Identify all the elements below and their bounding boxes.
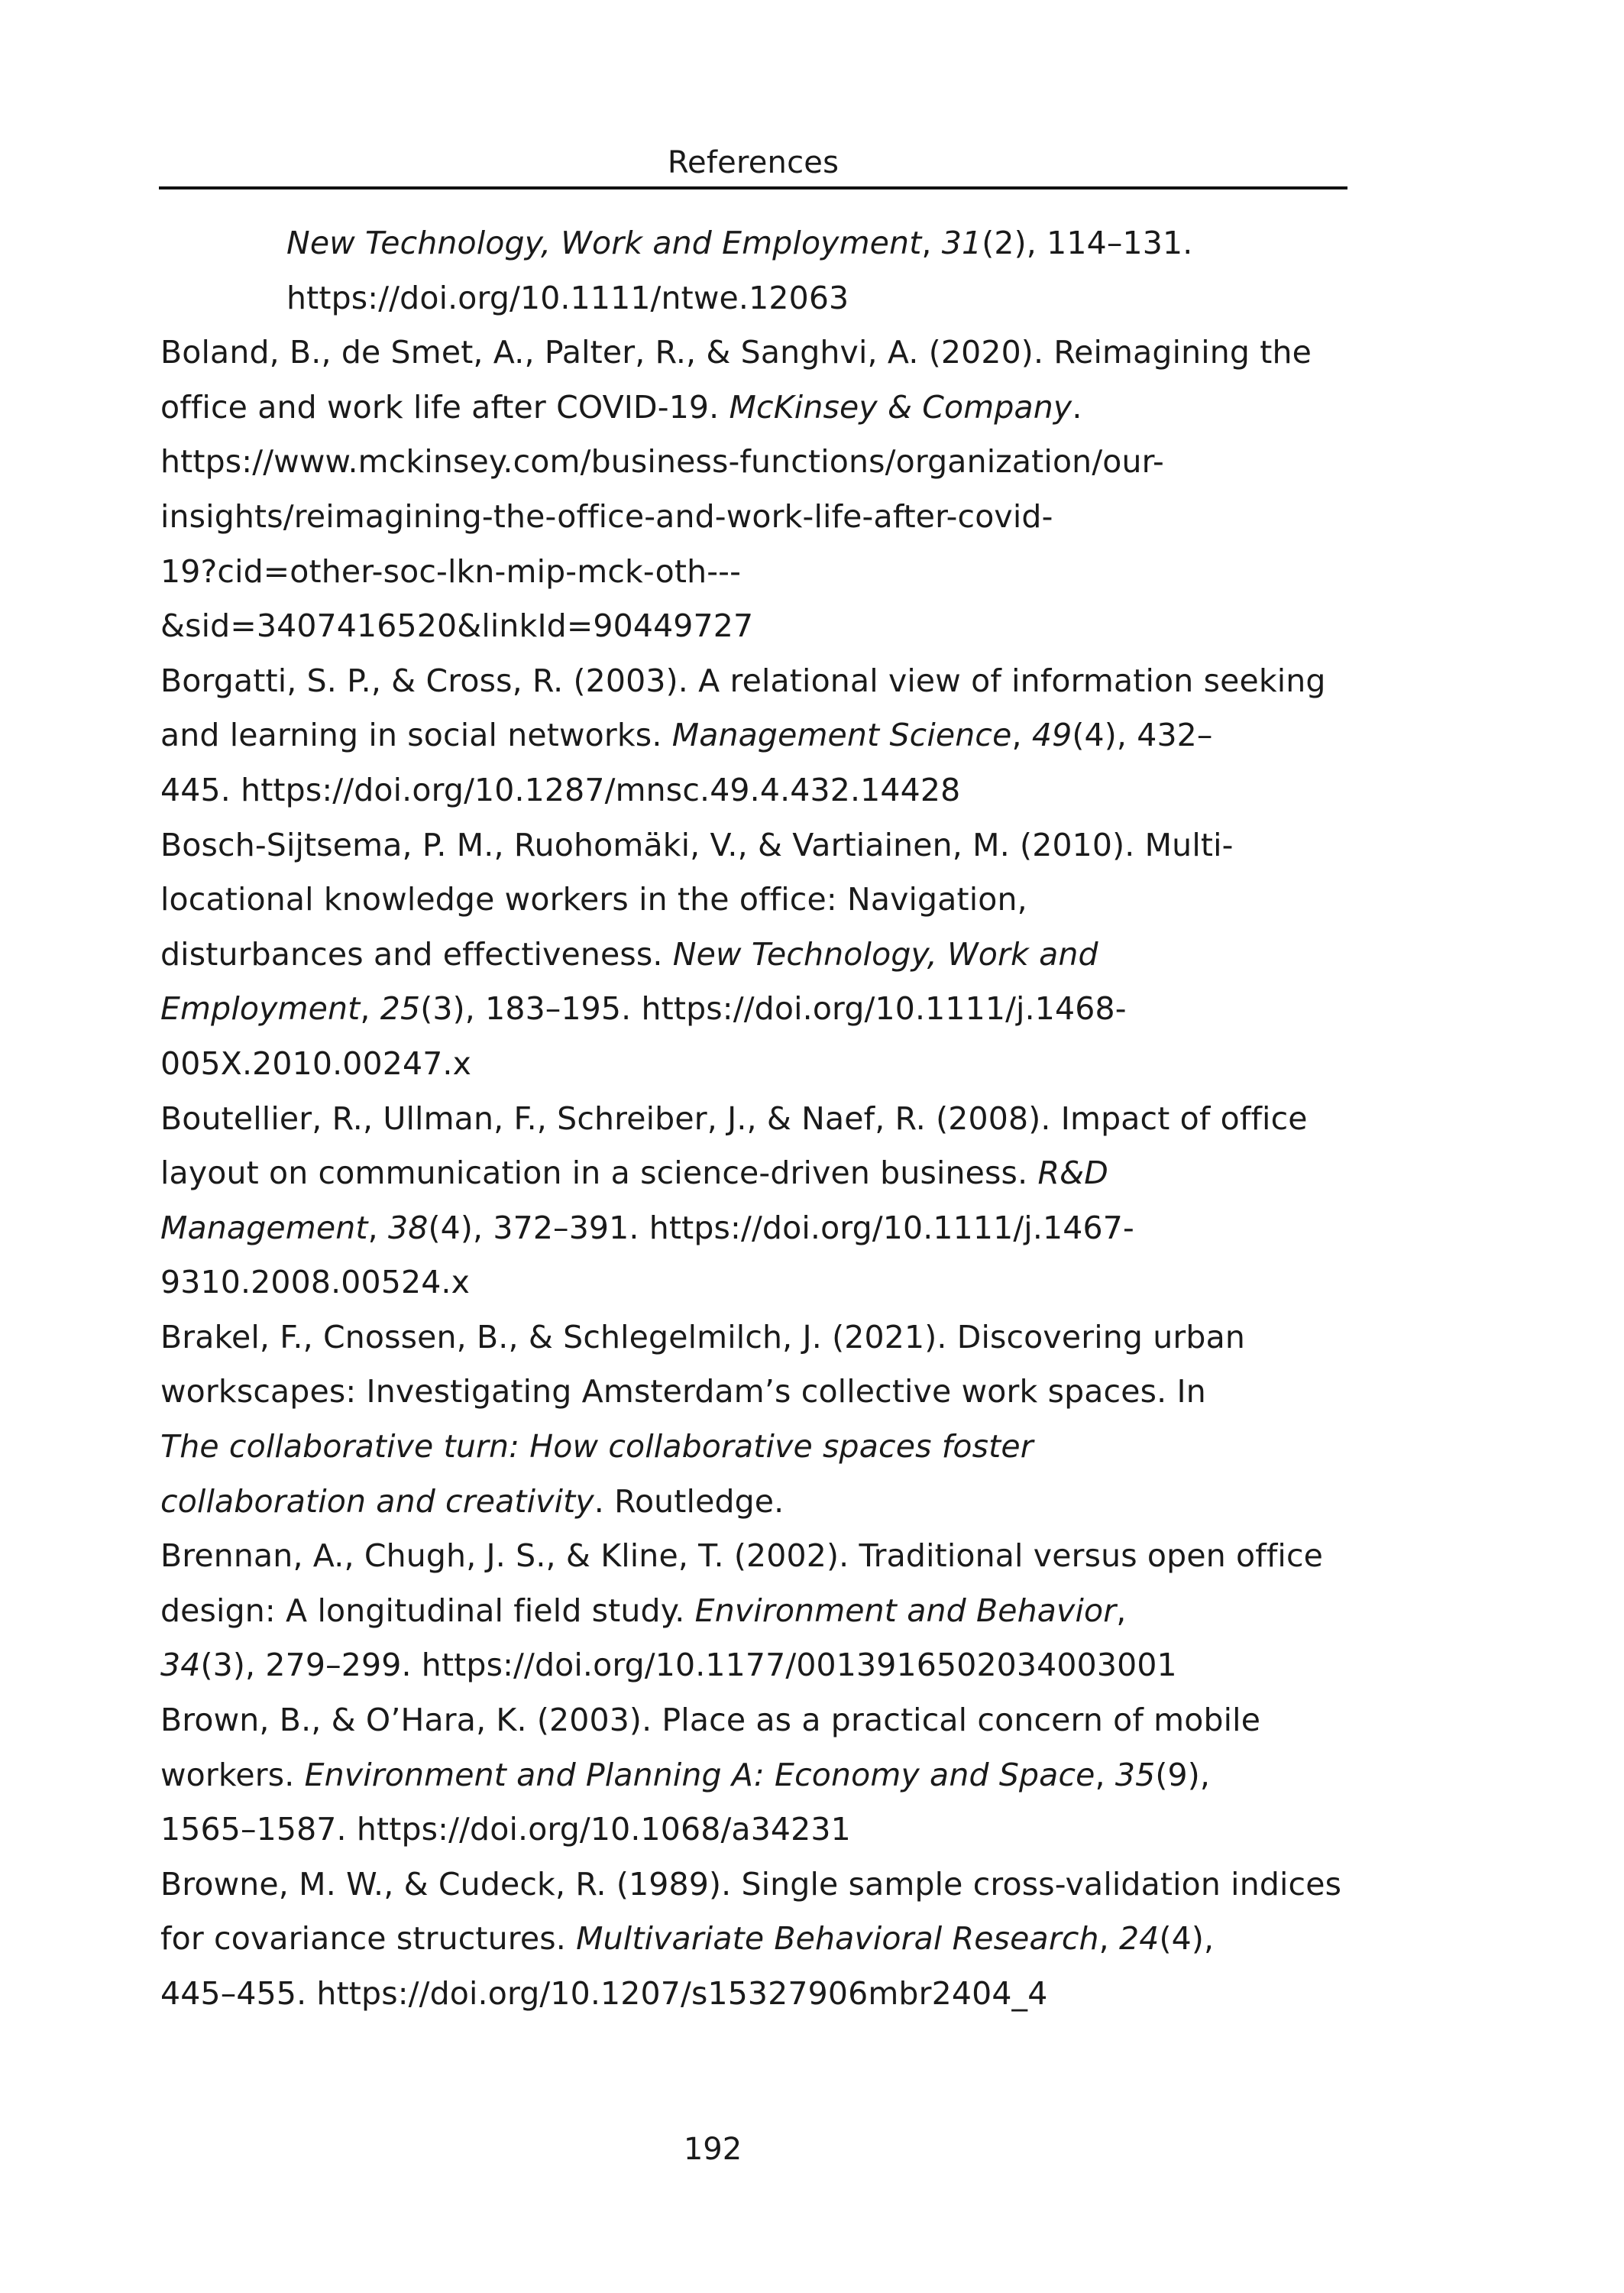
reference-text: (4), 432– — [1072, 717, 1213, 754]
reference-text: , — [360, 990, 380, 1028]
reference-text: , — [1095, 1756, 1115, 1793]
reference-text: Browne, M. W., & Cudeck, R. (1989). Single sample cross-validation indices — [160, 1865, 1342, 1903]
reference-text: Bosch-Sijtsema, P. M., Ruohomäki, V., & Vartiainen, M. (2010). Multi- — [160, 826, 1234, 863]
reference-italic-text: 25 — [380, 990, 421, 1028]
reference-italic-text: Management Science — [671, 717, 1012, 754]
reference-entry — [160, 1092, 1360, 1310]
reference-italic-text: 49 — [1031, 717, 1072, 754]
reference-italic-text: Environment and Behavior — [694, 1592, 1117, 1629]
running-head-title: References — [667, 145, 839, 180]
reference-entry — [160, 1693, 1360, 1857]
reference-text: (4), 372–391. https://doi.org/10.1111/j.1467- — [428, 1209, 1134, 1246]
reference-line — [160, 1475, 1360, 1530]
page-number: 192 — [683, 2132, 742, 2167]
reference-italic-text: 38 — [387, 1209, 429, 1246]
reference-line — [160, 1748, 1360, 1803]
reference-text: 9310.2008.00524.x — [160, 1264, 471, 1301]
reference-text: 445–455. https://doi.org/10.1207/s15327906mbr2404_4 — [160, 1975, 1048, 2012]
reference-entry — [160, 1857, 1360, 2022]
reference-line — [160, 599, 1360, 654]
reference-line — [160, 818, 1360, 873]
reference-text: , — [1098, 1920, 1120, 1958]
reference-italic-text: Multivariate Behavioral Research — [576, 1920, 1099, 1958]
reference-text: https://doi.org/10.1111/ntwe.12063 — [286, 279, 849, 316]
reference-line — [160, 982, 1360, 1037]
reference-text: layout on communication in a science-driven business. — [160, 1155, 1038, 1192]
reference-line — [160, 1857, 1360, 1912]
reference-entry — [160, 325, 1360, 654]
reference-text: Brennan, A., Chugh, J. S., & Kline, T. (2002). Traditional versus open office — [160, 1537, 1324, 1575]
reference-text: , — [1116, 1592, 1127, 1629]
reference-text: 445. https://doi.org/10.1287/mnsc.49.4.432.14428 — [160, 771, 961, 808]
reference-entry — [160, 1310, 1360, 1529]
reference-line — [160, 1967, 1360, 2022]
reference-text: workers. — [160, 1756, 305, 1793]
reference-italic-text: McKinsey & Company — [729, 388, 1072, 426]
reference-entry — [160, 1529, 1360, 1693]
reference-line — [286, 216, 1360, 271]
reference-text: , — [921, 225, 942, 261]
reference-line — [160, 1201, 1360, 1256]
reference-text: &sid=3407416520&linkId=90449727 — [160, 607, 754, 645]
reference-text: https://www.mckinsey.com/business-functions/organization/our- — [160, 443, 1164, 481]
reference-line — [160, 654, 1360, 709]
reference-text: , — [367, 1209, 388, 1246]
reference-line — [160, 873, 1360, 928]
reference-line — [160, 1146, 1360, 1201]
reference-italic-text: R&D — [1037, 1155, 1108, 1192]
reference-text: Boland, B., de Smet, A., Palter, R., & Sanghvi, A. (2020). Reimagining the — [160, 334, 1312, 371]
reference-line — [160, 545, 1360, 600]
reference-italic-text: 31 — [941, 225, 982, 261]
header-rule-divider — [159, 186, 1347, 189]
reference-entry — [160, 818, 1360, 1092]
reference-italic-text: New Technology, Work and — [672, 935, 1098, 973]
reference-text: 19?cid=other-soc-lkn-mip-mck-oth--- — [160, 552, 742, 590]
reference-italic-text: collaboration and creativity — [160, 1482, 594, 1520]
reference-text: Borgatti, S. P., & Cross, R. (2003). A relational view of information seeking — [160, 662, 1326, 699]
reference-italic-text: Management — [160, 1209, 368, 1246]
reference-line — [160, 435, 1360, 490]
reference-line — [160, 490, 1360, 545]
reference-line — [160, 1310, 1360, 1365]
reference-text: for covariance structures. — [160, 1920, 577, 1958]
reference-line — [160, 381, 1360, 436]
reference-line — [160, 1420, 1360, 1475]
reference-line — [160, 1529, 1360, 1584]
reference-text: locational knowledge workers in the office: Navigation, — [160, 881, 1027, 918]
reference-line — [160, 928, 1360, 983]
reference-line — [160, 1255, 1360, 1310]
reference-text: office and work life after COVID-19. — [160, 388, 730, 426]
reference-entry — [160, 654, 1360, 818]
reference-line — [160, 1037, 1360, 1092]
reference-line — [160, 1092, 1360, 1147]
reference-italic-text: Employment — [160, 990, 361, 1028]
reference-text: Boutellier, R., Ullman, F., Schreiber, J., & Naef, R. (2008). Impact of office — [160, 1100, 1308, 1137]
reference-text: . Routledge. — [594, 1482, 785, 1520]
reference-text: 005X.2010.00247.x — [160, 1044, 472, 1082]
reference-text: insights/reimagining-the-office-and-work-life-after-covid- — [160, 497, 1053, 535]
reference-text: (2), 114–131. — [982, 225, 1193, 261]
reference-text: disturbances and effectiveness. — [160, 935, 673, 973]
reference-italic-text: Environment and Planning A: Economy and Space — [304, 1756, 1095, 1793]
reference-italic-text: The collaborative turn: How collaborative spaces foster — [160, 1428, 1034, 1466]
reference-entry-continued — [160, 216, 1360, 325]
reference-list — [160, 216, 1360, 2022]
reference-text: and learning in social networks. — [160, 717, 672, 754]
reference-line — [160, 1693, 1360, 1748]
reference-line — [286, 271, 1360, 326]
reference-text: design: A longitudinal field study. — [160, 1592, 695, 1629]
reference-text: Brakel, F., Cnossen, B., & Schlegelmilch, J. (2021). Discovering urban — [160, 1318, 1245, 1355]
reference-italic-text: 24 — [1119, 1920, 1160, 1958]
reference-text: (4), — [1159, 1920, 1215, 1958]
reference-line — [160, 708, 1360, 763]
reference-italic-text: 34 — [160, 1647, 201, 1684]
reference-text: (3), 279–299. https://doi.org/10.1177/0013916502034003001 — [200, 1647, 1177, 1684]
reference-italic-text: New Technology, Work and Employment — [286, 225, 922, 261]
reference-line — [160, 1365, 1360, 1420]
reference-text: workscapes: Investigating Amsterdam’s collective work spaces. In — [160, 1373, 1206, 1410]
reference-line — [160, 1584, 1360, 1639]
reference-line — [160, 1638, 1360, 1693]
reference-line — [160, 325, 1360, 381]
reference-text: (9), — [1155, 1756, 1211, 1793]
reference-text: Brown, B., & O’Hara, K. (2003). Place as a practical concern of mobile — [160, 1702, 1261, 1739]
reference-text: . — [1072, 388, 1082, 426]
reference-line — [160, 1802, 1360, 1857]
reference-text: , — [1011, 717, 1032, 754]
reference-line — [160, 1912, 1360, 1967]
reference-text: (3), 183–195. https://doi.org/10.1111/j.1468- — [420, 990, 1127, 1028]
reference-text: 1565–1587. https://doi.org/10.1068/a34231 — [160, 1811, 851, 1848]
reference-line — [160, 763, 1360, 818]
reference-italic-text: 35 — [1114, 1756, 1156, 1793]
